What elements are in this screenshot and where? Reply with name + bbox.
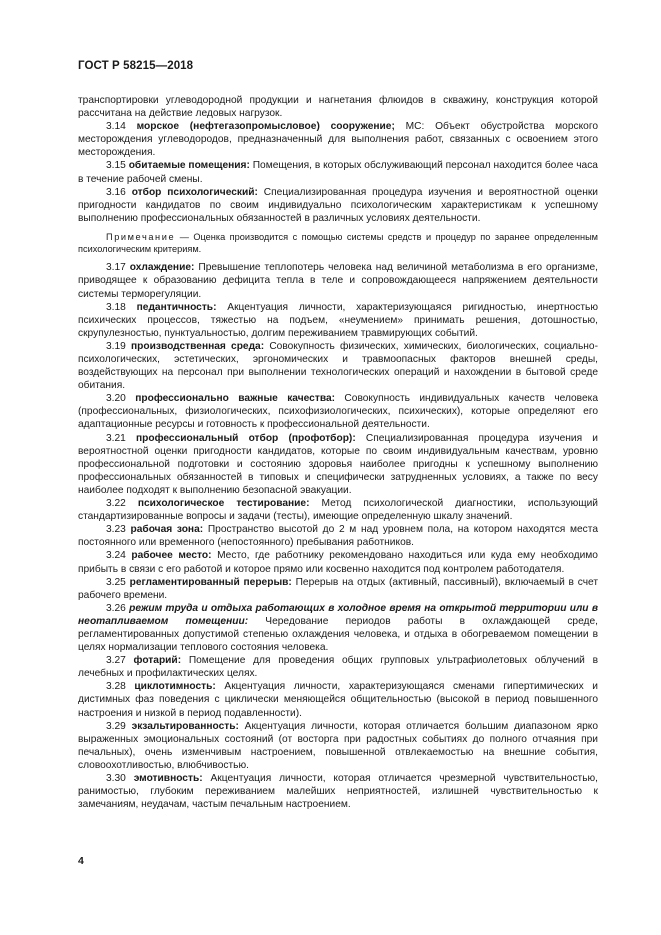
term-title: психологическое тестирование: (137, 498, 310, 510)
term-number: 3.18 (106, 301, 126, 313)
page-number: 4 (78, 855, 84, 867)
document-header: ГОСТ Р 58215—2018 (78, 60, 194, 72)
term-title: экзальтированность: (131, 720, 239, 732)
continuation-paragraph: транспортировки углеводородной продукции и нагнетания флюидов в скважину, конструкция которой рассчитана на действие ледовых нагрузок. (78, 95, 598, 120)
term-title: регламентированный перерыв: (129, 576, 292, 588)
term-title: профессиональный отбор (профотбор): (136, 432, 356, 444)
term-definition: Акцентуация личности, которая отличается большим диапазоном ярко выраженных эмоциональных состояний (от восторга при радостных событиях до полного отчаяния при печальных), очень изменчивым настроением, повышенной отвлекаемостью на внешние события, словоохотливостью, влюбчивостью. (78, 720, 598, 771)
term-entry (78, 720, 598, 772)
note-text: Оценка производится с помощью системы средств и процедур по заранее определенным психологическим критериям. (78, 231, 598, 255)
term-number: 3.22 (106, 498, 126, 510)
term-number: 3.26 (106, 602, 126, 614)
term-entry (78, 432, 598, 497)
term-entry (78, 549, 598, 575)
term-number: 3.19 (106, 340, 126, 352)
term-title: циклотимность: (134, 681, 216, 693)
term-entry (78, 159, 598, 185)
term-definition: Совокупность физических, химических, биологических, социально-психологических, эстетических, эргономических и травмоопасных факторов внешней среды, воздействующих на персонал при выполнении технологических операций и нахождении в бытовой среде обитания. (78, 340, 598, 392)
term-number: 3.16 (106, 186, 126, 198)
term-entry (78, 654, 598, 680)
term-number: 3.27 (106, 655, 126, 667)
term-number: 3.14 (106, 121, 126, 133)
term-entry (78, 392, 598, 431)
term-definition: Помещение для проведения общих групповых ультрафиолетовых облучений в лечебных и профилактических целях. (78, 655, 598, 680)
term-definition: Место, где работнику рекомендовано находиться или куда ему необходимо прибыть в связи с его работой и которое прямо или косвенно находится под контролем работодателя. (78, 550, 598, 575)
term-definition: Перерыв на отдых (активный, пассивный), включаемый в счет рабочего времени. (78, 576, 598, 601)
term-title: эмотивность: (133, 773, 203, 784)
term-number: 3.25 (106, 576, 126, 588)
term-entry (78, 576, 598, 602)
term-definition: Метод психологической диагностики, использующий стандартизированные вопросы и задачи (тесты), имеющие определенную шкалу значений. (78, 498, 598, 523)
term-definition: Помещения, в которых обслуживающий персонал находится более часа в течение рабочей смены. (78, 160, 598, 185)
term-entry (78, 497, 598, 523)
document-body (78, 94, 598, 811)
term-entry (78, 261, 598, 300)
term-definition: Акцентуация личности, характеризующаяся сменами гипертимических и дистимных фаз поведения с циклически меняющейся общительностью (высокой в период повышенного настроения и низкой в период подавленности). (78, 681, 598, 719)
term-entry (78, 301, 598, 340)
term-definition: МС: Объект обустройства морского месторождения углеводородов, предназначенный для выполнения работ, связанных с освоением этого месторождения. (78, 121, 598, 159)
term-title: производственная среда: (131, 340, 265, 352)
term-definition: Акцентуация личности, которая отличается чрезмерной чувствительностью, ранимостью, глубоким переживанием малейших неприятностей, излишней чувствительностью к замечаниям, неудачам, частым печальным настроением. (78, 773, 598, 811)
term-definition: Превышение теплопотерь человека над величиной метаболизма в его организме, приводящее к образованию дефицита тепла в теле и сопровождающееся напряжением деятельности системы терморегуляции. (78, 262, 598, 300)
term-number: 3.15 (106, 160, 126, 172)
term-title: обитаемые помещения: (128, 160, 250, 172)
term-entry (78, 772, 598, 811)
term-number: 3.28 (106, 681, 126, 693)
term-entry (78, 523, 598, 549)
term-definition: Совокупность индивидуальных качеств человека (профессиональных, физиологических, психофизиологических, психических), которые определяют его адаптационные ресурсы и готовность к профессиональной деятельности. (78, 393, 598, 431)
term-number: 3.30 (106, 773, 126, 784)
term-entry (78, 340, 598, 392)
term-entry (78, 120, 598, 159)
term-definition: Специализированная процедура изучения и вероятностной оценки пригодности кандидатов по своим индивидуально психологическим характеристикам к успешному выполнению профессиональных обязанностей в различных условиях деятельности. (78, 186, 598, 224)
term-number: 3.17 (106, 262, 126, 274)
term-title: профессионально важные качества: (135, 393, 336, 405)
term-title: морское (нефтегазопромысловое) сооружение; (136, 121, 395, 133)
term-title: охлаждение: (129, 262, 195, 274)
term-number: 3.23 (106, 524, 126, 536)
term-title: педантичность: (136, 301, 217, 313)
term-definition: Специализированная процедура изучения и вероятностной оценки пригодности кандидатов, которые по своим индивидуальным качествам, уровню профессиональной подготовки и состоянию здоровья наиболее пригодны к успешному выполнению профессиональных обязанностей в типовых и специфически затрудненных условиях, а также по весу наиболее подходят к выполнению безопасной эвакуации. (78, 432, 598, 496)
term-definition: Пространство высотой до 2 м над уровнем пола, на котором находятся места постоянного или временного (непостоянного) пребывания работников. (78, 524, 598, 549)
term-definition: Акцентуация личности, характеризующаяся ригидностью, инертностью психических процессов, тяжестью на подъем, «неумением» принимать решения, дотошностью, скрупулезностью, пунктуальностью, долгим переживанием травмирующих событий. (78, 301, 598, 339)
term-entry (78, 680, 598, 719)
note-dash: — (179, 231, 189, 242)
term-number: 3.24 (106, 550, 126, 562)
term-entry (78, 602, 598, 654)
term-title: рабочее место: (131, 550, 212, 562)
term-title: отбор психологический: (131, 186, 258, 198)
term-title: режим труда и отдыха работающих в холодное время на открытой территории или в неотапливаемом помещении: (78, 602, 598, 627)
term-title: фотарий: (133, 655, 182, 667)
term-number: 3.21 (106, 432, 126, 444)
term-number: 3.29 (106, 720, 126, 732)
note-label: Примечание (106, 231, 176, 242)
term-definition: Чередование периодов работы в охлаждающей среде, регламентированных допустимой степенью охлаждения человека, и отдыха в обогреваемом помещении в целях нормализации теплового состояния человека. (78, 615, 598, 654)
note-paragraph (78, 231, 598, 255)
term-title: рабочая зона: (130, 524, 204, 536)
term-entry (78, 186, 598, 225)
term-number: 3.20 (106, 393, 126, 405)
